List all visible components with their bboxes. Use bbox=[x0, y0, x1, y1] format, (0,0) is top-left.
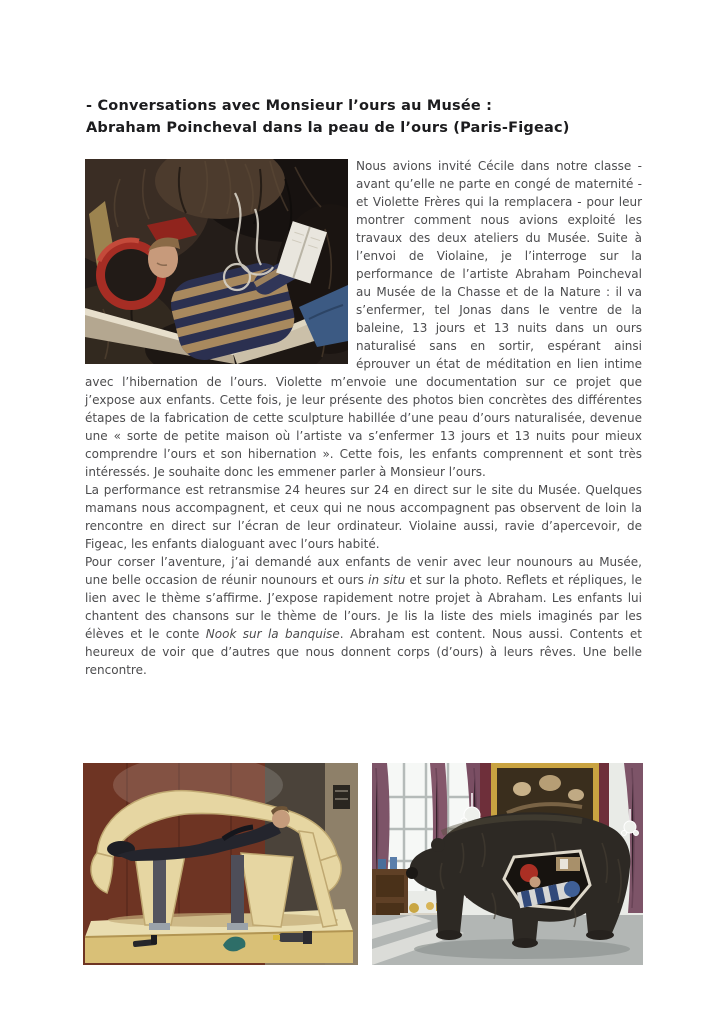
article-title bbox=[86, 95, 666, 139]
workshop-illustration bbox=[83, 763, 358, 965]
title-line-2: Abraham Poincheval dans la peau de l’ours (Paris-Figeac) bbox=[86, 120, 570, 136]
paragraph-3: Pour corser l’aventure, j’ai demandé aux enfants de venir avec leur nounours au Musée, une belle occasion de réunir nounours et ours in situ et sur la photo. Reflets et répliques, le lien avec le thème s’affirme. J’expose rapidement notre projet à Abraham. Les enfants lui chantent des chansons sur le thème de l’ours. Je lis la liste des miels imaginés par les élèves et le conte Nook sur la banquise. Abraham est content. Nous aussi. Contents et heureux de voir que d’autres que nous donnent corps (d’ours) à leurs rêves. Une belle rencontre. bbox=[85, 555, 642, 677]
title-line-1: - Conversations avec Monsieur l’ours au Musée : bbox=[86, 98, 493, 114]
museum-illustration bbox=[372, 763, 643, 965]
photo-museum-bear bbox=[372, 763, 643, 965]
paragraph-1: Nous avions invité Cécile dans notre classe - avant qu’elle ne parte en congé de maternité - et Violette Frères qui la remplacera - pour leur montrer comment nous avions exploité les travaux des deux ateliers du Musée. Suite à l’envoi de Violaine, je l’interroge sur la performance de l’artiste Abraham Poincheval au Musée de la Chasse et de la Nature : il va s’enfermer, tel Jonas dans le ventre de la baleine, 13 jours et 13 nuits dans un ours naturalisé sans en sortir, espérant ainsi éprouver un état de méditation en lien intime avec l’hibernation de l’ours. Violette m’envoie une documentation sur ce projet que j’expose aux enfants. Cette fois, je leur présente des photos bien concrètes des différentes étapes de la fabrication de cette sculpture habillée d’une peau d’ours naturalisée, devenue une « sorte de petite maison où l’artiste va s’enfermer 13 jours et 13 nuits pour mieux comprendre l’ours et son hibernation ». Cette fois, les enfants comprennent et sont très intéressés. Je souhaite donc les emmener parler à Monsieur l’ours. bbox=[85, 159, 642, 479]
paragraph-2: La performance est retransmise 24 heures sur 24 en direct sur le site du Musée. Quelques mamans nous accompagnent, et ceux qui ne nous accompagnent pas observent de loin la rencontre en direct sur l’écran de leur ordinateur. Violaine aussi, ravie d’apercevoir, de Figeac, les enfants dialoguant avec l’ours habité. bbox=[85, 483, 642, 551]
article-body bbox=[85, 157, 642, 679]
bear-interior-illustration bbox=[85, 159, 348, 364]
photo-workshop-structure bbox=[83, 763, 358, 965]
bottom-photo-row bbox=[83, 763, 643, 965]
photo-bear-interior bbox=[85, 159, 348, 364]
